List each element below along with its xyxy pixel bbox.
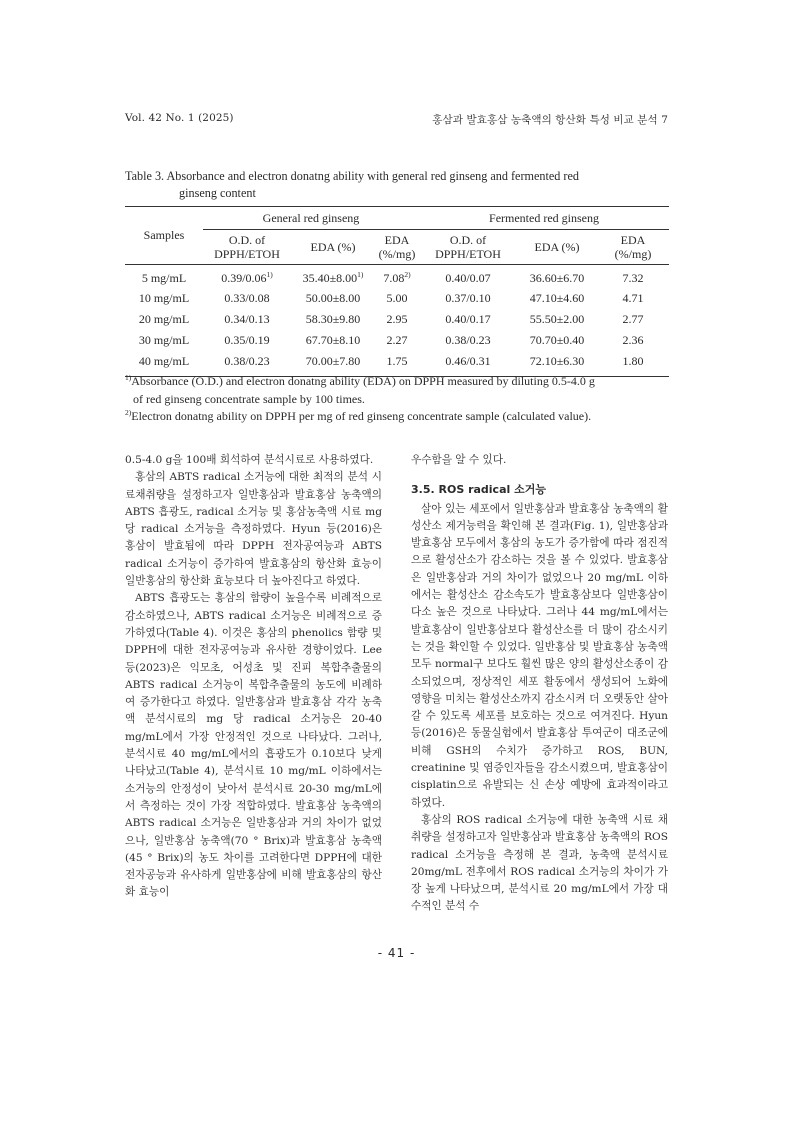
cell-fermented-eda-mg: 1.80 bbox=[597, 351, 669, 377]
right-column bbox=[411, 452, 668, 916]
left-column bbox=[125, 452, 382, 902]
cell-fermented-eda-mg: 2.77 bbox=[622, 312, 644, 326]
paragraph: ABTS 흡광도는 홍삼의 함량이 높을수록 비례적으로 감소하였으나, ABTS radical 소거능은 비례적으로 증가하였다(Table 4). 이것은 홍삼의 phenolics 함량 및 DPPH에 대한 전자공여능과 유사한 경향이었다. Lee 등(2023)은 익모초, 어성초 및 진피 복합추출물의 ABTS radical 소거능이 복합추출물의 농도에 비례하여 증가한다고 하였다. 일반홍삼과 발효홍삼 각각 농축액 분석시료의 mg 당 radical 소거능은 20-40 mg/mL에서 가장 안정적인 것으로 나타났다. 그러나, 분석시료 40 mg/mL에서의 흡광도가 0.10보다 낮게 나타났고(Table 4), 분석시료 10 mg/mL 이하에서는 소거능의 안정성이 낮아서 분석시료 20-30 mg/mL에서 측정하는 것이 가장 적합하였다. 발효홍삼 농축액의 ABTS radical 소거능은 일반홍삼과 거의 차이가 없었으나, 일반홍삼 농축액(70 ° Brix)과 발효홍삼 농축액(45 ° Brix)의 농도 차이를 고려한다면 DPPH에 대한 전자공능과 유사하게 일반홍삼에 비해 발효홍삼의 항산화 효능이 bbox=[125, 592, 382, 899]
table-row bbox=[125, 330, 669, 351]
section-heading: 3.5. ROS radical 소거능 bbox=[411, 483, 546, 497]
cell-fermented-eda: 55.50±2.00 bbox=[529, 312, 585, 326]
table-row bbox=[125, 309, 669, 330]
cell-fermented-eda-mg: 4.71 bbox=[622, 291, 644, 305]
cell-general-eda: 50.00±8.00 bbox=[305, 291, 361, 305]
cell-general-od: 0.38/0.23 bbox=[203, 351, 291, 377]
cell-fermented-eda: 72.10±6.30 bbox=[517, 351, 597, 377]
cell-sample: 10 mg/mL bbox=[138, 291, 190, 305]
cell-fermented-eda: 36.60±6.70 bbox=[529, 271, 585, 285]
cell-general-eda: 70.00±7.80 bbox=[291, 351, 375, 377]
cell-general-eda-mg: 2.27 bbox=[386, 333, 408, 347]
paragraph: 우수함을 알 수 있다. bbox=[411, 454, 507, 466]
table-row bbox=[125, 288, 669, 309]
header-general-eda-mg: EDA (%/mg) bbox=[375, 230, 419, 265]
paragraph: 살아 있는 세포에서 일반홍삼과 발효홍삼 농축액의 활성산소 제거능력을 확인해 본 결과(Fig. 1), 일반홍삼과 발효홍삼 모두에서 홍삼의 농도가 증가함에 따라 점진적으로 활성산소가 감소하는 것을 볼 수 있었다. 발효홍삼은 일반홍삼과 거의 차이가 없었으나 20 mg/mL 이하에서는 활성산소 감소속도가 발효홍삼보다 일반홍삼이 다소 높은 것으로 나타났다. 그러나 44 mg/mL에서는 발효홍삼이 일반홍삼보다 활성산소를 더 많이 감소시키는 것을 확인할 수 있었다. 일반홍삼 및 발효홍삼 농축액 모두 normal구 보다도 훨씬 많은 양의 활성산소종이 감소되었으며, 정상적인 세포 활동에서 생성되어 노화에 영향을 미치는 활성산소까지 감소시켜 더 오랫동안 살아갈 수 있도록 세포를 보호하는 것으로 여겨진다. Hyun 등(2016)은 동물실험에서 발효홍삼 투여군이 대조군에 비해 GSH의 수치가 증가하고 ROS, BUN, creatinine 및 염증인자들을 감소시켰으며, 발효홍삼이 cisplatin으로 유발되는 신 손상 예방에 효과적이라고 하였다. bbox=[411, 502, 668, 809]
cell-fermented-od: 0.40/0.07 bbox=[445, 271, 491, 285]
header-general-eda: EDA (%) bbox=[291, 230, 375, 265]
footnote-1-cont: of red ginseng concentrate sample by 100 times. bbox=[133, 391, 365, 406]
cell-general-eda-mg: 7.08$^{2)}$ bbox=[383, 270, 411, 285]
cell-fermented-od: 0.46/0.31 bbox=[419, 351, 517, 377]
header-fermented-red-ginseng: Fermented red ginseng bbox=[419, 207, 669, 230]
table-footnotes bbox=[125, 373, 673, 426]
cell-general-eda: 67.70±8.10 bbox=[305, 333, 361, 347]
cell-general-eda-mg: 2.95 bbox=[386, 312, 408, 326]
table-row bbox=[125, 265, 669, 289]
page-number: - 41 - bbox=[377, 946, 416, 960]
header-samples: Samples bbox=[125, 207, 203, 265]
paragraph: 0.5-4.0 g을 100배 희석하여 분석시료로 사용하였다. bbox=[125, 454, 374, 466]
cell-general-od: 0.33/0.08 bbox=[224, 291, 270, 305]
header-general-red-ginseng: General red ginseng bbox=[203, 207, 419, 230]
cell-general-od: 0.39/0.06$^{1)}$ bbox=[221, 270, 273, 285]
header-general-od: O.D. of DPPH/ETOH bbox=[203, 230, 291, 265]
table-caption-lead: Table 3. Absorbance and electron donatng ability with general red ginseng and fermented red bbox=[125, 169, 579, 183]
header-fermented-od: O.D. of DPPH/ETOH bbox=[419, 230, 517, 265]
cell-general-od: 0.35/0.19 bbox=[224, 333, 270, 347]
cell-general-eda-mg: 5.00 bbox=[386, 291, 408, 305]
table-caption bbox=[125, 168, 669, 202]
cell-general-od: 0.34/0.13 bbox=[224, 312, 270, 326]
paragraph: 홍삼의 ABTS radical 소거능에 대한 최적의 분석 시료채취량을 설정하고자 일반홍삼과 발효홍삼 농축액의 ABTS 흡광도, radical 소거능 및 홍삼농축액 시료 mg 당 radical 소거능을 측정하였다. Hyun 등(2016)은 홍삼이 발효됨에 따라 DPPH 전자공여능과 ABTS radical 소거능이 증가하여 발효홍삼의 항산화 효능이 일반홍삼의 항산화 효능보다 더 높아진다고 하였다. bbox=[125, 471, 382, 588]
footnote-1: $^{1)}$Absorbance (O.D.) and electron donatng ability (EDA) on DPPH measured by diluting 0.5-4.0 g bbox=[125, 373, 595, 388]
cell-fermented-eda-mg: 2.36 bbox=[622, 333, 644, 347]
running-header-title: 홍삼과 발효홍삼 농축액의 항산화 특성 비교 분석 7 bbox=[432, 114, 668, 126]
header-fermented-eda-mg: EDA (%/mg) bbox=[597, 230, 669, 265]
footnote-2: $^{2)}$Electron donatng ability on DPPH per mg of red ginseng concentrate sample (calculated value). bbox=[125, 408, 592, 423]
cell-fermented-od: 0.38/0.23 bbox=[445, 333, 491, 347]
cell-general-eda-mg: 1.75 bbox=[375, 351, 419, 377]
cell-fermented-eda: 70.70±0.40 bbox=[529, 333, 585, 347]
paragraph: 홍삼의 ROS radical 소거능에 대한 농축액 시료 채취량을 설정하고자 일반홍삼과 발효홍삼 농축액의 ROS radical 소거능을 측정해 본 결과, 농축액 분석시료 20mg/mL 전후에서 ROS radical 소거능의 차이가 가장 높게 나타났으며, 분석시료 20 mg/mL에서 가장 대수적인 분석 수 bbox=[411, 813, 668, 913]
cell-sample: 40 mg/mL bbox=[125, 351, 203, 377]
cell-sample: 20 mg/mL bbox=[138, 312, 190, 326]
cell-fermented-od: 0.40/0.17 bbox=[445, 312, 491, 326]
header-fermented-eda: EDA (%) bbox=[517, 230, 597, 265]
cell-sample: 5 mg/mL bbox=[141, 271, 187, 285]
cell-fermented-eda-mg: 7.32 bbox=[622, 271, 644, 285]
running-header-volume: Vol. 42 No. 1 (2025) bbox=[125, 112, 234, 124]
cell-general-eda: 58.30±9.80 bbox=[305, 312, 361, 326]
table-caption-cont: ginseng content bbox=[179, 186, 256, 200]
cell-general-eda: $35.40\pm 8.00^{1)}$ bbox=[302, 270, 364, 285]
cell-fermented-eda: 47.10±4.60 bbox=[529, 291, 585, 305]
cell-fermented-od: 0.37/0.10 bbox=[445, 291, 491, 305]
table-3 bbox=[125, 206, 669, 377]
cell-sample: 30 mg/mL bbox=[138, 333, 190, 347]
